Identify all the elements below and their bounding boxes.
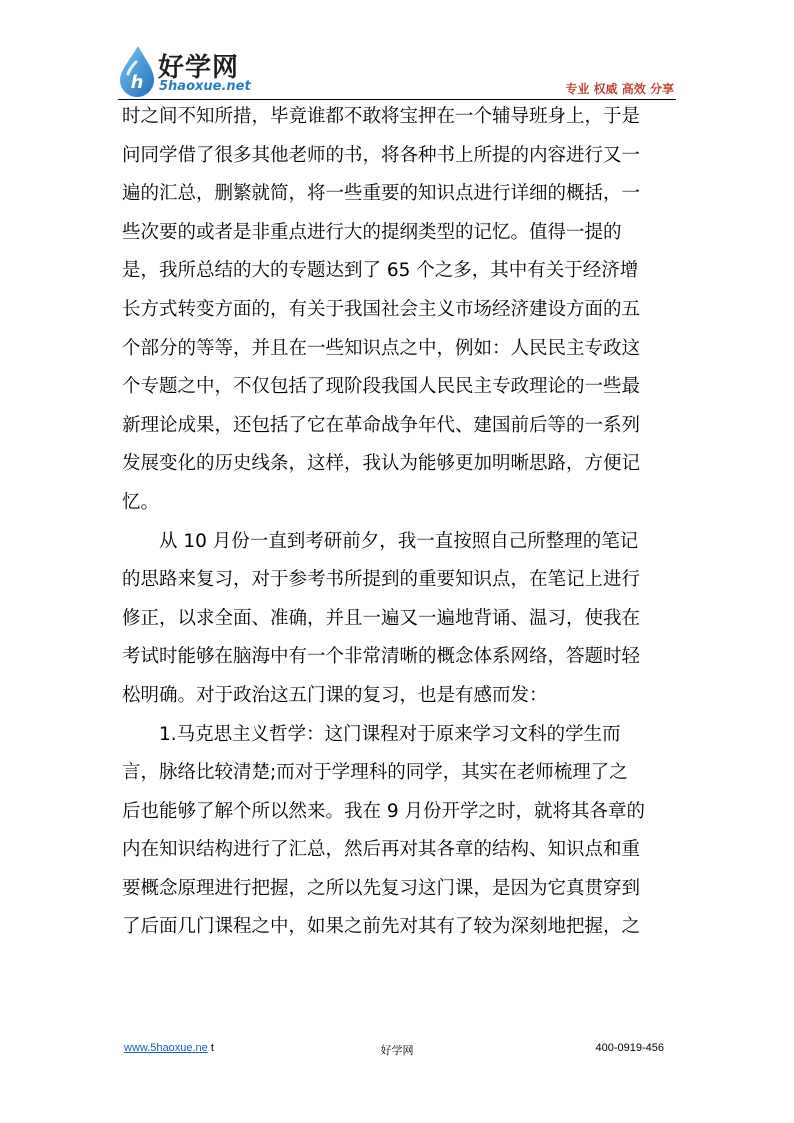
text-line: 忆。 (122, 491, 160, 513)
text-line: 内在知识结构进行了汇总，然后再对其各章的结构、知识点和重 (122, 839, 641, 861)
text-line: 是，我所总结的大的专题达到了 65 个之多，其中有关于经济增 (122, 260, 639, 282)
text-line: 言，脉络比较清楚;而对于学理科的同学，其实在老师梳理了之 (122, 762, 628, 784)
text-line: 问同学借了很多其他老师的书，将各种书上所提的内容进行又一 (122, 144, 641, 166)
text-line: 些次要的或者是非重点进行大的提纲类型的记忆。值得一提的 (122, 221, 622, 243)
text-line: 个部分的等等，并且在一些知识点之中，例如：人民民主专政这 (122, 337, 641, 359)
text-line: 修正，以求全面、准确，并且一遍又一遍地背诵、温习，使我在 (122, 607, 641, 629)
text-line: 时之间不知所措，毕竟谁都不敢将宝押在一个辅导班身上，于是 (122, 106, 641, 127)
footer-phone: 400-0919-456 (595, 1042, 664, 1054)
water-drop-logo-icon (116, 44, 156, 98)
text-line: 遍的汇总，删繁就简，将一些重要的知识点进行详细的概括，一 (122, 183, 641, 205)
logo-domain: 5haoxue.net (159, 79, 251, 94)
text-line: 的思路来复习，对于参考书所提到的重要知识点，在笔记上进行 (122, 569, 641, 591)
site-logo[interactable] (116, 44, 276, 100)
text-line: 从 10 月份一直到考研前夕，我一直按照自己所整理的笔记 (159, 530, 639, 552)
text-line: 1.马克思主义哲学：这门课程对于原来学习文科的学生而 (159, 723, 621, 745)
text-line: 松明确。对于政治这五门课的复习，也是有感而发： (122, 684, 548, 706)
footer-site-name: 好学网 (380, 1044, 414, 1057)
text-line: 新理论成果，还包括了它在革命战争年代、建国前后等的一系列 (122, 414, 641, 436)
footer-website-link[interactable] (124, 1042, 214, 1054)
logo-name: 好学网 (158, 53, 240, 83)
footer-link-text: www.5haoxue.ne (124, 1042, 208, 1054)
document-body (122, 98, 678, 947)
header-slogan: 专业 权威 高效 分享 (565, 82, 674, 96)
svg-text:h: h (130, 72, 144, 93)
text-line: 发展变化的历史线条，这样，我认为能够更加明晰思路，方便记 (122, 453, 641, 475)
text-line: 考试时能够在脑海中有一个非常清晰的概念体系网络，答题时轻 (122, 646, 641, 668)
footer-link-tail: t (207, 1042, 214, 1054)
text-line: 后也能够了解个所以然来。我在 9 月份开学之时，就将其各章的 (122, 800, 646, 822)
page-footer (124, 1042, 670, 1058)
text-line: 了后面几门课程之中，如果之前先对其有了较为深刻地把握，之 (122, 916, 641, 938)
text-line: 要概念原理进行把握，之所以先复习这门课，是因为它真贯穿到 (122, 877, 641, 899)
text-line: 长方式转变方面的，有关于我国社会主义市场经济建设方面的五 (122, 298, 641, 320)
text-line: 个专题之中，不仅包括了现阶段我国人民民主专政理论的一些最 (122, 376, 641, 398)
